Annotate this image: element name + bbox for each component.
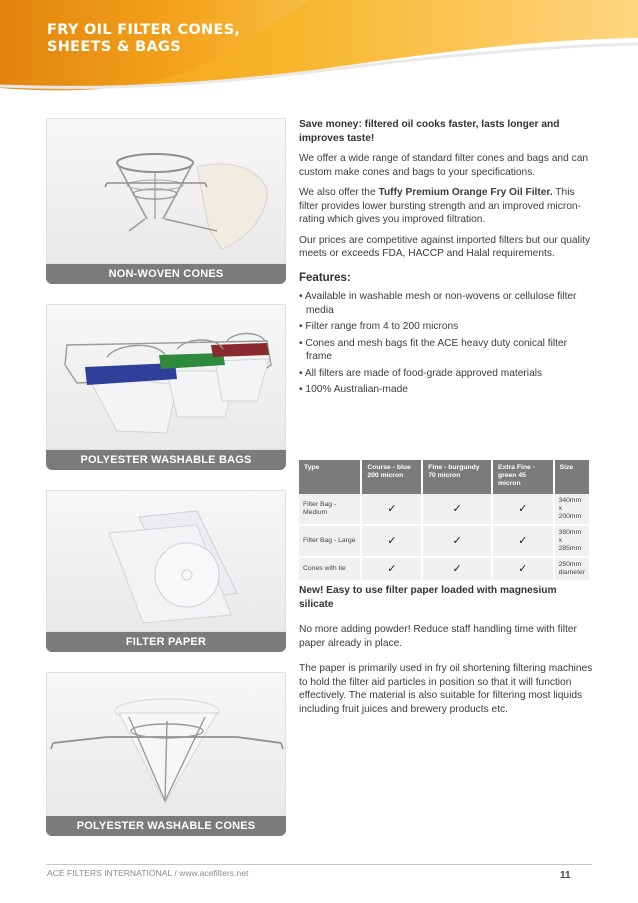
feature-item: • All filters are made of food-grade approved materials bbox=[299, 367, 543, 379]
label-polyester-washable-cones: POLYESTER WASHABLE CONES bbox=[46, 816, 286, 836]
table-row bbox=[299, 494, 589, 525]
title-line-1: FRY OIL FILTER CONES, bbox=[47, 22, 241, 38]
lead-paragraph: Save money: filtered oil cooks faster, lasts longer and improves taste! bbox=[299, 119, 560, 144]
table-cell: 380mm x 285mm bbox=[554, 525, 589, 557]
table-cell: 340mm x 200mm bbox=[554, 494, 589, 525]
column-header: Type bbox=[299, 460, 361, 494]
label-filter-paper: FILTER PAPER bbox=[46, 632, 286, 652]
feature-item: • Available in washable mesh or non-wovens or cellulose filter media bbox=[299, 291, 577, 316]
check-icon: ✓ bbox=[422, 525, 492, 557]
column-header: Course - blue 200 micron bbox=[361, 460, 422, 494]
column-header: Fine - burgundy 70 micron bbox=[422, 460, 492, 494]
features-title: Features: bbox=[299, 271, 351, 284]
check-icon: ✓ bbox=[492, 557, 554, 581]
table-row bbox=[299, 557, 589, 581]
check-icon: ✓ bbox=[361, 525, 422, 557]
check-icon: ✓ bbox=[422, 494, 492, 525]
paragraph-4: No more adding powder! Reduce staff handling time with filter paper already in place. bbox=[299, 624, 577, 649]
paragraph-1: We offer a wide range of standard filter cones and bags and can custom make cones and bags to your specifications. bbox=[299, 153, 589, 178]
feature-item: • 100% Australian-made bbox=[299, 384, 408, 395]
body-text bbox=[299, 118, 593, 400]
polyester-washable-bags-image bbox=[46, 304, 286, 450]
column-header: Extra Fine - green 45 micron bbox=[492, 460, 554, 494]
features-list bbox=[299, 290, 593, 397]
lower-text bbox=[299, 584, 593, 723]
page-number: 11 bbox=[560, 870, 571, 881]
title-line-2: SHEETS & BAGS bbox=[47, 39, 181, 55]
page-title bbox=[47, 22, 240, 56]
table-header-row bbox=[299, 460, 589, 494]
check-icon: ✓ bbox=[492, 525, 554, 557]
product-name: Tuffy Premium Orange Fry Oil Filter. bbox=[378, 187, 553, 198]
header-banner bbox=[0, 0, 638, 92]
table-row bbox=[299, 525, 589, 557]
paragraph-2-pre: We also offer the bbox=[299, 187, 379, 198]
check-icon: ✓ bbox=[361, 557, 422, 581]
check-icon: ✓ bbox=[422, 557, 492, 581]
table-cell: Filter Bag - Large bbox=[299, 525, 361, 557]
check-icon: ✓ bbox=[361, 494, 422, 525]
column-header: Size bbox=[554, 460, 589, 494]
non-woven-cones-image bbox=[46, 118, 286, 264]
filter-paper-image bbox=[46, 490, 286, 632]
footer-divider bbox=[46, 864, 592, 865]
paragraph-2-post: This filter provides lower bursting strength and an improved micron-rating which gives you improved filtration. bbox=[299, 187, 581, 225]
feature-item: • Filter range from 4 to 200 microns bbox=[299, 321, 459, 332]
label-polyester-washable-bags: POLYESTER WASHABLE BAGS bbox=[46, 450, 286, 470]
paragraph-3: Our prices are competitive against imported filters but our quality meets or exceeds FDA, HACCP and Halal requirements. bbox=[299, 234, 591, 259]
check-icon: ✓ bbox=[492, 494, 554, 525]
feature-item: • Cones and mesh bags fit the ACE heavy duty conical filter frame bbox=[299, 337, 568, 362]
table-cell: Filter Bag - Medium bbox=[299, 494, 361, 525]
paragraph-5: The paper is primarily used in fry oil shortening filtering machines to hold the filter aid particles in position so that it will function effectively. The material is also suitable for filtering most liquids including fruit juices and brewery products etc. bbox=[299, 663, 593, 715]
table-cell: 250mm diameter bbox=[554, 557, 589, 581]
footer-company-link[interactable]: ACE FILTERS INTERNATIONAL / www.acefilters.net bbox=[47, 868, 249, 878]
new-product-heading: New! Easy to use filter paper loaded with magnesium silicate bbox=[299, 585, 557, 610]
paragraph-2 bbox=[299, 186, 593, 227]
filter-spec-table bbox=[299, 460, 589, 582]
polyester-washable-cones-image bbox=[46, 672, 286, 818]
table-cell: Cones with tie bbox=[299, 557, 361, 581]
label-non-woven-cones: NON-WOVEN CONES bbox=[46, 264, 286, 284]
